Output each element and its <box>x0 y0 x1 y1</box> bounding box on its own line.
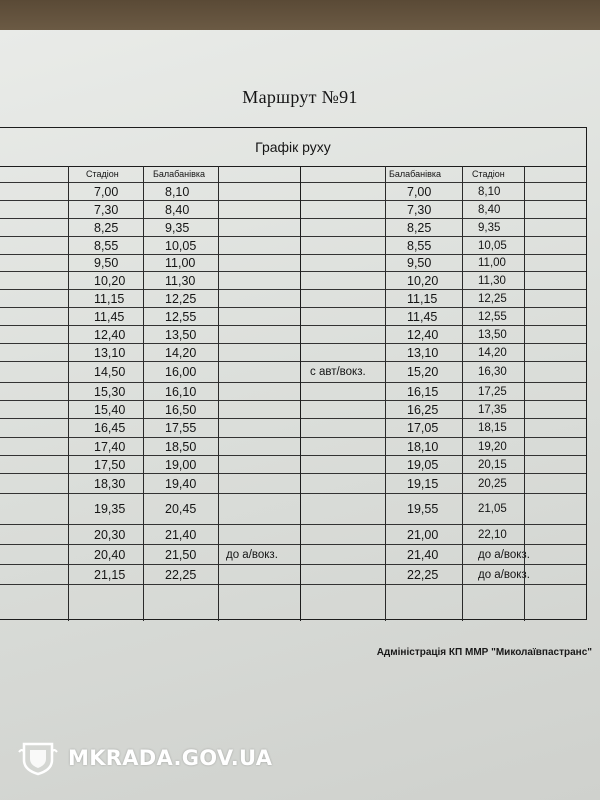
departure-stadion: 8,25 <box>94 220 119 235</box>
arrival-stadion: 18,15 <box>478 422 507 434</box>
arrival-balabanivka: 19,00 <box>165 457 197 472</box>
departure-stadion: 17,40 <box>94 439 126 454</box>
row-note-left <box>218 219 308 236</box>
column-divider <box>385 166 386 621</box>
departure-balabanivka: 21,40 <box>407 547 439 562</box>
arrival-stadion: 14,20 <box>478 346 507 359</box>
arrival-balabanivka: 12,25 <box>165 291 197 306</box>
arrival-stadion: 8,40 <box>478 203 501 216</box>
row-note-left <box>218 494 308 524</box>
row-note-left <box>218 237 308 254</box>
arrival-stadion: 20,25 <box>478 477 507 490</box>
row-note-left <box>218 272 308 289</box>
row-note-right <box>300 525 395 544</box>
arrival-stadion: 16,30 <box>478 366 507 378</box>
row-note-right: с авт/вокз. <box>310 366 366 378</box>
schedule-row <box>0 290 586 308</box>
arrival-stadion: 21,05 <box>478 503 507 515</box>
row-note-right <box>300 290 395 307</box>
route-title: Маршрут №91 <box>242 87 358 107</box>
arrival-stadion: до а/вокз. <box>478 568 530 581</box>
row-note-left <box>218 344 308 361</box>
departure-stadion: 19,35 <box>94 502 126 516</box>
arrival-balabanivka: 13,50 <box>165 327 197 342</box>
row-note-right <box>300 344 395 361</box>
departure-stadion: 7,00 <box>94 184 119 199</box>
row-note-left <box>218 326 308 343</box>
schedule-row <box>0 383 586 401</box>
departure-stadion: 8,55 <box>94 238 119 253</box>
schedule-row <box>0 255 586 272</box>
row-note-right <box>300 272 395 289</box>
city-seal-icon <box>16 740 60 776</box>
departure-stadion: 15,30 <box>94 384 126 399</box>
row-note-right <box>300 401 395 418</box>
schedule-row <box>0 438 586 456</box>
row-note-left <box>218 525 308 544</box>
arrival-balabanivka: 8,10 <box>165 184 190 199</box>
arrival-balabanivka: 21,50 <box>165 547 197 562</box>
departure-balabanivka: 11,15 <box>407 291 438 306</box>
row-note-left <box>218 183 308 200</box>
schedule-row <box>0 494 586 525</box>
arrival-stadion: 9,35 <box>478 221 501 234</box>
departure-stadion: 7,30 <box>94 202 119 217</box>
departure-stadion: 12,40 <box>94 327 126 342</box>
row-note-left: до а/вокз. <box>226 548 278 561</box>
departure-balabanivka: 16,15 <box>407 384 439 399</box>
site-watermark <box>16 740 272 776</box>
schedule-row <box>0 272 586 290</box>
arrival-balabanivka: 16,50 <box>165 402 197 417</box>
row-note-right <box>300 383 395 400</box>
departure-balabanivka: 9,50 <box>407 256 432 270</box>
row-note-left <box>218 456 308 473</box>
arrival-balabanivka: 21,40 <box>165 527 197 542</box>
column-divider <box>462 166 463 621</box>
arrival-stadion: 10,05 <box>478 239 507 252</box>
row-note-right <box>300 219 395 236</box>
departure-stadion: 9,50 <box>94 256 119 270</box>
row-note-right <box>300 237 395 254</box>
departure-balabanivka: 18,10 <box>407 439 439 454</box>
schedule-table <box>0 127 587 620</box>
schedule-title: Графік руху <box>0 128 586 167</box>
departure-stadion: 11,45 <box>94 309 125 324</box>
row-note-left <box>218 308 308 325</box>
arrival-balabanivka: 14,20 <box>165 345 197 360</box>
schedule-row <box>0 183 586 201</box>
schedule-grid <box>0 166 586 621</box>
arrival-stadion: до а/вокз. <box>478 548 530 561</box>
arrival-balabanivka: 22,25 <box>165 567 197 582</box>
departure-stadion: 15,40 <box>94 402 126 417</box>
col-header-balabanivka-right: Балабанівка <box>389 169 442 179</box>
schedule-row <box>0 326 586 344</box>
schedule-row <box>0 344 586 362</box>
row-note-right <box>300 494 395 524</box>
departure-balabanivka: 13,10 <box>407 345 439 360</box>
arrival-balabanivka: 17,55 <box>165 421 197 435</box>
arrival-stadion: 19,20 <box>478 440 507 453</box>
arrival-balabanivka: 8,40 <box>165 202 190 217</box>
schedule-row <box>0 419 586 438</box>
schedule-row <box>0 401 586 419</box>
departure-stadion: 16,45 <box>94 421 126 435</box>
row-note-right <box>300 545 395 564</box>
arrival-balabanivka: 19,40 <box>165 476 197 491</box>
departure-stadion: 14,50 <box>94 365 126 379</box>
row-note-right <box>300 326 395 343</box>
row-note-right <box>300 183 395 200</box>
col-header-stadion-left: Стадіон <box>86 169 119 179</box>
row-note-left <box>218 255 308 271</box>
header-row <box>0 166 586 183</box>
schedule-row <box>0 362 586 383</box>
departure-balabanivka: 15,20 <box>407 365 439 379</box>
departure-stadion: 10,20 <box>94 273 126 288</box>
departure-balabanivka: 7,30 <box>407 202 432 217</box>
arrival-stadion: 8,10 <box>478 185 501 198</box>
departure-balabanivka: 12,40 <box>407 327 439 342</box>
departure-stadion: 17,50 <box>94 457 126 472</box>
departure-balabanivka: 21,00 <box>407 527 439 542</box>
arrival-balabanivka: 18,50 <box>165 439 197 454</box>
departure-balabanivka: 19,15 <box>407 476 439 491</box>
col-header-balabanivka-left: Балабанівка <box>153 169 206 179</box>
row-note-left <box>218 401 308 418</box>
row-note-left <box>218 474 308 493</box>
departure-stadion: 20,40 <box>94 547 126 562</box>
departure-balabanivka: 19,05 <box>407 457 439 472</box>
row-note-right <box>300 565 395 584</box>
row-note-right <box>300 456 395 473</box>
col-header-stadion-right: Стадіон <box>472 169 505 179</box>
arrival-balabanivka: 11,30 <box>165 273 196 288</box>
departure-stadion: 21,15 <box>94 567 126 582</box>
arrival-stadion: 17,25 <box>478 385 507 398</box>
departure-balabanivka: 11,45 <box>407 309 438 324</box>
arrival-stadion: 17,35 <box>478 403 507 416</box>
arrival-stadion: 22,10 <box>478 528 507 541</box>
arrival-stadion: 11,30 <box>478 274 506 287</box>
arrival-balabanivka: 16,00 <box>165 365 197 379</box>
row-note-left <box>218 362 308 382</box>
row-note-right <box>300 438 395 455</box>
departure-stadion: 20,30 <box>94 527 126 542</box>
arrival-stadion: 12,55 <box>478 310 507 323</box>
watermark-text: MKRADA.GOV.UA <box>68 746 273 770</box>
row-note-left <box>218 419 308 437</box>
arrival-stadion: 20,15 <box>478 458 507 471</box>
arrival-balabanivka: 20,45 <box>165 502 197 516</box>
schedule-row <box>0 308 586 326</box>
schedule-row <box>0 545 586 565</box>
arrival-balabanivka: 10,05 <box>165 238 197 253</box>
row-note-right <box>300 255 395 271</box>
schedule-row <box>0 237 586 255</box>
departure-balabanivka: 22,25 <box>407 567 439 582</box>
arrival-balabanivka: 16,10 <box>165 384 197 399</box>
column-divider <box>524 166 525 621</box>
arrival-balabanivka: 12,55 <box>165 309 197 324</box>
schedule-row <box>0 456 586 474</box>
arrival-stadion: 11,00 <box>478 257 506 269</box>
schedule-row <box>0 474 586 494</box>
row-note-left <box>218 383 308 400</box>
row-note-left <box>218 290 308 307</box>
column-divider <box>68 166 69 621</box>
arrival-balabanivka: 11,00 <box>165 256 196 270</box>
column-divider <box>300 166 301 621</box>
column-divider <box>218 166 219 621</box>
schedule-row <box>0 219 586 237</box>
schedule-row <box>0 525 586 545</box>
row-note-left <box>218 438 308 455</box>
departure-balabanivka: 8,25 <box>407 220 432 235</box>
departure-stadion: 11,15 <box>94 291 125 306</box>
departure-balabanivka: 17,05 <box>407 421 439 435</box>
row-note-left <box>218 565 308 584</box>
row-note-right <box>300 419 395 437</box>
departure-balabanivka: 8,55 <box>407 238 432 253</box>
row-note-right <box>300 201 395 218</box>
departure-balabanivka: 16,25 <box>407 402 439 417</box>
row-note-right <box>300 308 395 325</box>
departure-stadion: 13,10 <box>94 345 126 360</box>
schedule-row <box>0 565 586 585</box>
schedule-row <box>0 201 586 219</box>
arrival-stadion: 12,25 <box>478 292 507 305</box>
arrival-balabanivka: 9,35 <box>165 220 190 235</box>
departure-balabanivka: 19,55 <box>407 502 439 516</box>
departure-balabanivka: 7,00 <box>407 184 432 199</box>
admin-note: Адміністрація КП ММР "Миколаївпастранс" <box>376 647 592 658</box>
arrival-stadion: 13,50 <box>478 328 507 341</box>
column-divider <box>143 166 144 621</box>
departure-balabanivka: 10,20 <box>407 273 439 288</box>
departure-stadion: 18,30 <box>94 476 126 491</box>
row-note-right <box>300 474 395 493</box>
row-note-left <box>218 201 308 218</box>
